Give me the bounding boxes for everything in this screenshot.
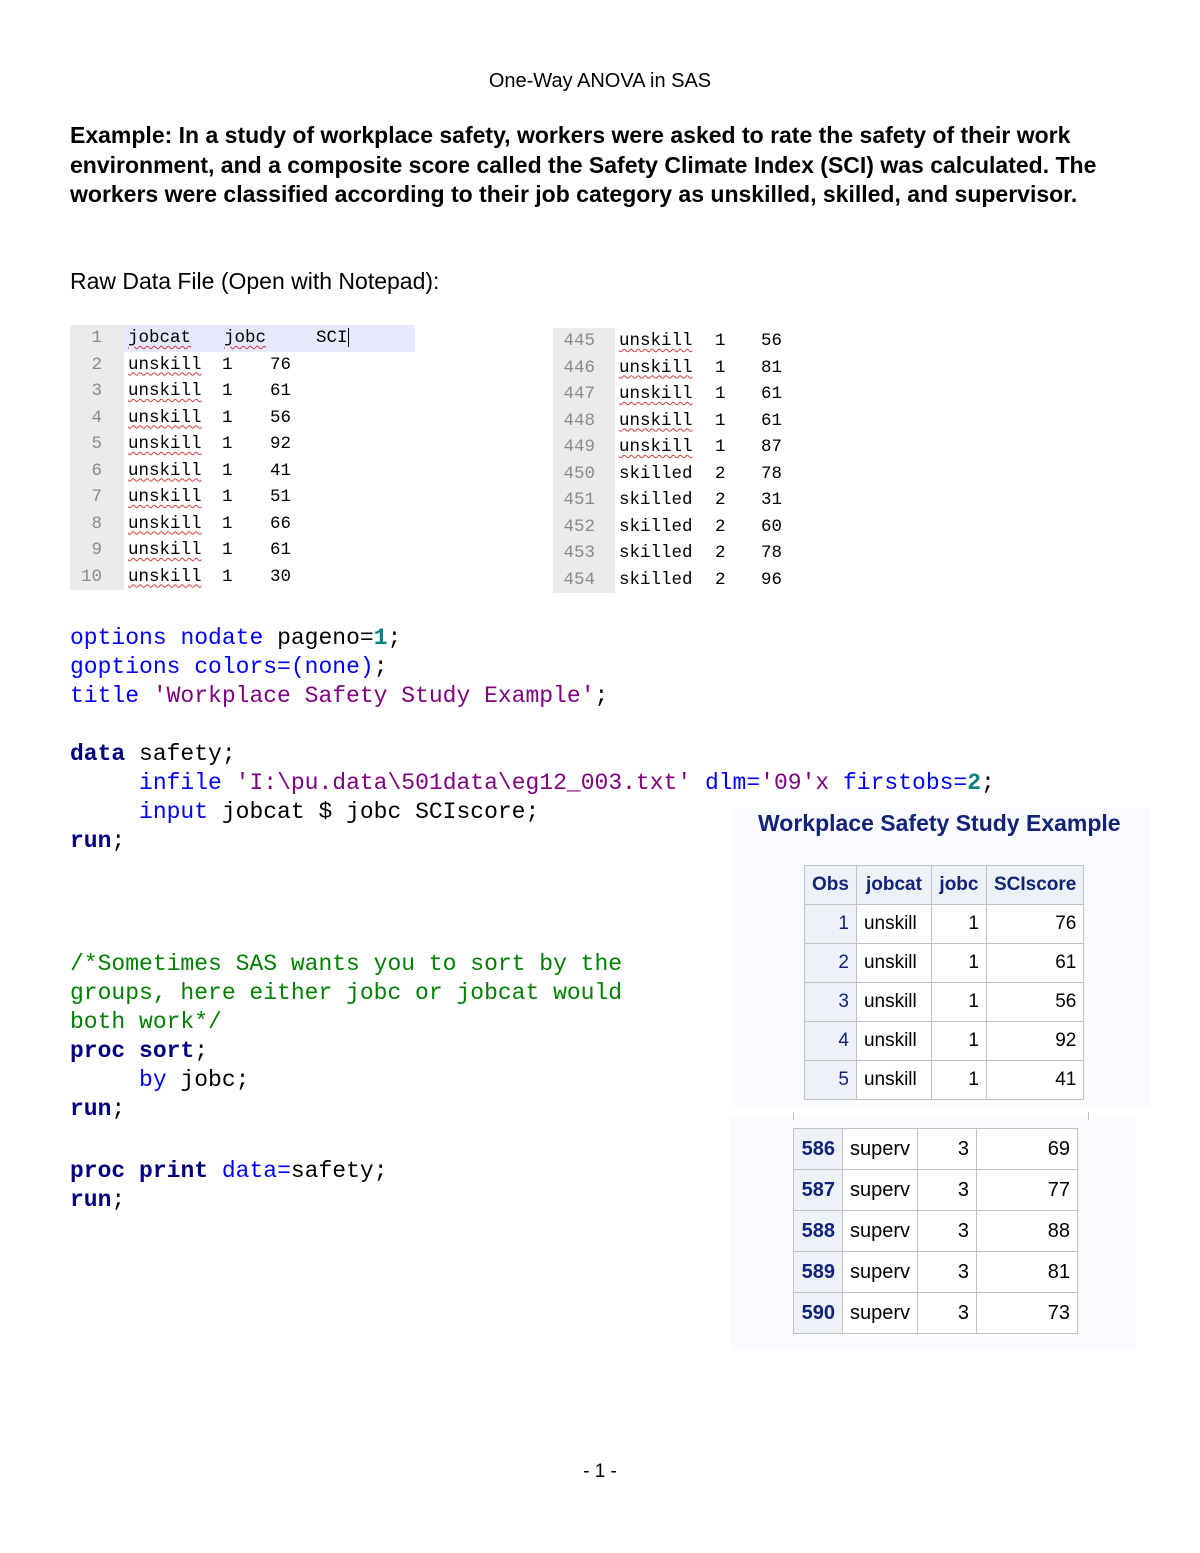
- code-token: safety;: [290, 1158, 388, 1184]
- notepad-row: [70, 405, 415, 432]
- value-sci: 96: [761, 569, 783, 590]
- cell-jobc: 3: [918, 1252, 977, 1293]
- col-header-jobc: jobc: [931, 866, 986, 905]
- page-number: - 1 -: [583, 1461, 617, 1482]
- cell-jobc: 1: [931, 1022, 986, 1061]
- value-jobcat: unskill: [128, 487, 202, 507]
- value-jobcat: skilled: [619, 463, 693, 484]
- value-jobc: 1: [715, 331, 726, 351]
- table-row: [805, 1022, 1084, 1061]
- notepad-row: [70, 431, 415, 458]
- value-jobc: 1: [222, 381, 233, 401]
- code-token: infile: [139, 770, 222, 796]
- line-number: 453: [553, 540, 615, 567]
- value-jobcat: skilled: [619, 490, 693, 510]
- output-table-bottom: [793, 1128, 1078, 1334]
- value-sci: 31: [761, 490, 783, 510]
- value-sci: 60: [761, 516, 783, 537]
- code-token: (none): [290, 654, 374, 680]
- value-jobcat: unskill: [619, 384, 693, 404]
- notepad-row: [70, 484, 415, 511]
- notepad-row: [553, 434, 799, 461]
- value-sci: 61: [270, 381, 292, 401]
- cell-obs: 590: [794, 1293, 843, 1334]
- notepad-row: [70, 564, 415, 591]
- code-token: goptions: [70, 654, 181, 680]
- value-jobc: 1: [715, 384, 726, 404]
- cell-obs: 588: [794, 1211, 843, 1252]
- example-paragraph: Example: In a study of workplace safety, workers were asked to rate the safety of their work environment, and a composite score called the Safety Climate Index (SCI) was calculated. The workers were classified according to their job category as unskilled, skilled, and supervisor.: [70, 122, 1097, 207]
- code-token: dlm=: [704, 770, 761, 796]
- value-jobc: 1: [715, 437, 726, 457]
- cell-jobcat: unskill: [856, 983, 931, 1022]
- cell-obs: 2: [805, 944, 857, 983]
- value-jobc: 2: [715, 490, 726, 510]
- table-row: [794, 1129, 1078, 1170]
- cell-obs: 4: [805, 1022, 857, 1061]
- cell-sci: 61: [986, 944, 1083, 983]
- code-keyword: print: [139, 1158, 209, 1184]
- cell-obs: 3: [805, 983, 857, 1022]
- cell-sci: 76: [986, 905, 1083, 944]
- notepad-row: [553, 487, 799, 514]
- notepad-row: [553, 408, 799, 435]
- value-jobc: 1: [222, 354, 233, 375]
- output-table-top: [804, 865, 1084, 1100]
- value-jobc: 1: [715, 410, 726, 431]
- notepad-excerpt-start: [70, 325, 415, 590]
- line-number: 1: [70, 325, 124, 352]
- cell-jobcat: unskill: [856, 1061, 931, 1100]
- cell-sci: 56: [986, 983, 1083, 1022]
- cell-obs: 1: [805, 905, 857, 944]
- line-number: 454: [553, 567, 615, 594]
- value-sci: 78: [761, 463, 783, 484]
- line-number: 445: [553, 328, 615, 355]
- cell-jobc: 3: [918, 1293, 977, 1334]
- value-jobc: 1: [222, 487, 233, 507]
- table-row: [794, 1252, 1078, 1293]
- value-jobcat: unskill: [619, 437, 693, 457]
- value-jobcat: unskill: [128, 460, 202, 481]
- output-title: Workplace Safety Study Example: [758, 810, 1121, 836]
- code-token: nodate: [180, 625, 264, 651]
- code-number: 2: [967, 770, 982, 796]
- code-string: 'I:\pu.data\501data\eg12_003.txt': [235, 770, 692, 796]
- notepad-row: [553, 355, 799, 382]
- value-jobcat: unskill: [128, 513, 202, 534]
- table-row: [805, 1061, 1084, 1100]
- code-token: input: [139, 799, 209, 825]
- code-token: pageno=: [277, 625, 374, 651]
- value-sci: 87: [761, 437, 783, 457]
- code-keyword: run: [70, 1187, 112, 1213]
- value-jobcat: unskill: [128, 407, 202, 428]
- value-sci: 56: [761, 331, 783, 351]
- line-number: 448: [553, 408, 615, 435]
- code-token: ;: [981, 770, 995, 796]
- value-sci: 61: [761, 410, 783, 431]
- cell-sci: 81: [977, 1252, 1078, 1293]
- notepad-excerpt-end: [553, 328, 799, 593]
- line-number: 7: [70, 484, 124, 511]
- cell-jobcat: superv: [843, 1252, 918, 1293]
- sas-output-bottom: [730, 1118, 1136, 1350]
- value-sci: 61: [761, 384, 783, 404]
- value-jobcat: skilled: [619, 543, 693, 563]
- code-comment: /*Sometimes SAS wants you to sort by the groups, here either jobc or jobcat would both work*/: [70, 951, 623, 1035]
- value-jobcat: unskill: [128, 381, 202, 401]
- sas-output-top: [733, 808, 1150, 1106]
- notepad-row: [553, 514, 799, 541]
- cell-jobc: 3: [918, 1170, 977, 1211]
- line-number: 3: [70, 378, 124, 405]
- line-number: 449: [553, 434, 615, 461]
- code-token: jobc;: [166, 1067, 250, 1093]
- table-row: [805, 983, 1084, 1022]
- cell-sci: 88: [977, 1211, 1078, 1252]
- cell-jobc: 1: [931, 1061, 986, 1100]
- code-keyword: data: [70, 741, 126, 767]
- code-token: data=: [221, 1158, 291, 1184]
- value-jobcat: skilled: [619, 516, 693, 537]
- value-jobc: 2: [715, 516, 726, 537]
- cell-jobcat: superv: [843, 1170, 918, 1211]
- text-cursor: [348, 328, 349, 347]
- value-sci: 81: [761, 357, 783, 378]
- value-sci: 30: [270, 566, 292, 587]
- line-number: 5: [70, 431, 124, 458]
- header-jobc: jobc: [224, 328, 267, 348]
- code-token: ;: [594, 683, 609, 709]
- code-keyword: run: [70, 1096, 112, 1122]
- value-jobcat: unskill: [128, 540, 202, 560]
- cell-jobcat: unskill: [856, 944, 931, 983]
- table-row: [805, 905, 1084, 944]
- notepad-row: [70, 378, 415, 405]
- sas-code-options: [70, 624, 608, 711]
- line-number: 451: [553, 487, 615, 514]
- table-row: [794, 1211, 1078, 1252]
- cell-sci: 41: [986, 1061, 1083, 1100]
- code-token: by: [139, 1067, 167, 1093]
- notepad-row: [553, 328, 799, 355]
- cell-obs: 587: [794, 1170, 843, 1211]
- value-sci: 51: [270, 487, 292, 507]
- value-jobc: 1: [715, 357, 726, 378]
- value-sci: 78: [761, 543, 783, 563]
- notepad-row: [553, 567, 799, 594]
- value-jobc: 1: [222, 460, 233, 481]
- value-jobcat: unskill: [619, 357, 693, 378]
- notepad-row: [553, 461, 799, 488]
- notepad-row: [70, 352, 415, 379]
- code-keyword: proc: [70, 1038, 126, 1064]
- cell-jobcat: superv: [843, 1293, 918, 1334]
- table-header-row: [805, 866, 1084, 905]
- table-row: [794, 1293, 1078, 1334]
- value-jobc: 1: [222, 434, 233, 454]
- code-token: ;: [373, 654, 388, 680]
- line-number: 10: [70, 564, 124, 591]
- cell-obs: 586: [794, 1129, 843, 1170]
- value-jobc: 1: [222, 407, 233, 428]
- value-jobcat: unskill: [128, 354, 202, 375]
- col-header-jobcat: jobcat: [856, 866, 931, 905]
- notepad-row: [70, 537, 415, 564]
- code-token: ;: [111, 828, 126, 854]
- cell-obs: 5: [805, 1061, 857, 1100]
- col-header-sciscore: SCIscore: [986, 866, 1083, 905]
- cell-jobc: 1: [931, 983, 986, 1022]
- table-break-fragment: [793, 1112, 1089, 1120]
- value-jobc: 2: [715, 463, 726, 484]
- notepad-header-row: [70, 325, 415, 352]
- value-jobcat: unskill: [128, 434, 202, 454]
- code-token: jobcat $ jobc SCIscore;: [208, 799, 540, 825]
- notepad-row: [553, 540, 799, 567]
- sas-code-sort: [70, 950, 622, 1124]
- value-sci: 92: [270, 434, 292, 454]
- cell-sci: 69: [977, 1129, 1078, 1170]
- line-number: 446: [553, 355, 615, 382]
- line-number: 2: [70, 352, 124, 379]
- cell-jobc: 3: [918, 1211, 977, 1252]
- value-sci: 61: [270, 540, 292, 560]
- cell-sci: 77: [977, 1170, 1078, 1211]
- code-keyword: proc: [70, 1158, 126, 1184]
- code-token: options: [70, 625, 167, 651]
- value-jobc: 1: [222, 540, 233, 560]
- cell-jobcat: superv: [843, 1211, 918, 1252]
- notepad-row: [70, 511, 415, 538]
- value-sci: 76: [270, 354, 292, 375]
- col-header-obs: Obs: [805, 866, 857, 905]
- code-string: '09'x: [760, 770, 830, 796]
- line-number: 6: [70, 458, 124, 485]
- line-number: 450: [553, 461, 615, 488]
- line-number: 9: [70, 537, 124, 564]
- raw-data-heading: Raw Data File (Open with Notepad):: [70, 268, 440, 294]
- notepad-row: [553, 381, 799, 408]
- value-jobc: 1: [222, 513, 233, 534]
- code-token: ;: [111, 1187, 126, 1213]
- notepad-row: [70, 458, 415, 485]
- cell-jobc: 1: [931, 944, 986, 983]
- cell-sci: 73: [977, 1293, 1078, 1334]
- value-sci: 56: [270, 407, 292, 428]
- page-title: One-Way ANOVA in SAS: [488, 70, 712, 92]
- value-jobcat: skilled: [619, 569, 693, 590]
- code-keyword: run: [70, 828, 112, 854]
- cell-jobcat: superv: [843, 1129, 918, 1170]
- line-number: 4: [70, 405, 124, 432]
- cell-jobcat: unskill: [856, 1022, 931, 1061]
- sas-code-print: [70, 1157, 388, 1215]
- code-token: title: [70, 683, 140, 709]
- value-sci: 66: [270, 513, 292, 534]
- line-number: 447: [553, 381, 615, 408]
- value-jobc: 2: [715, 569, 726, 590]
- value-jobcat: unskill: [128, 566, 202, 587]
- header-sci: SCI: [316, 328, 348, 348]
- line-number: 452: [553, 514, 615, 541]
- value-jobc: 1: [222, 566, 233, 587]
- table-row: [805, 944, 1084, 983]
- value-jobc: 2: [715, 543, 726, 563]
- code-token: colors=: [194, 654, 291, 680]
- code-token: firstobs=: [843, 770, 968, 796]
- cell-sci: 92: [986, 1022, 1083, 1061]
- code-token: safety;: [125, 741, 236, 767]
- table-row: [794, 1170, 1078, 1211]
- header-jobcat: jobcat: [128, 328, 192, 348]
- value-jobcat: unskill: [619, 331, 693, 351]
- code-token: ;: [111, 1096, 126, 1122]
- cell-jobcat: unskill: [856, 905, 931, 944]
- cell-jobc: 3: [918, 1129, 977, 1170]
- code-token: ;: [194, 1038, 209, 1064]
- value-jobcat: unskill: [619, 410, 693, 431]
- code-string: 'Workplace Safety Study Example': [152, 683, 595, 709]
- value-sci: 41: [270, 460, 292, 481]
- line-number: 8: [70, 511, 124, 538]
- code-token: ;: [387, 625, 402, 651]
- code-keyword: sort: [139, 1038, 195, 1064]
- cell-obs: 589: [794, 1252, 843, 1293]
- code-number: 1: [373, 625, 388, 651]
- cell-jobc: 1: [931, 905, 986, 944]
